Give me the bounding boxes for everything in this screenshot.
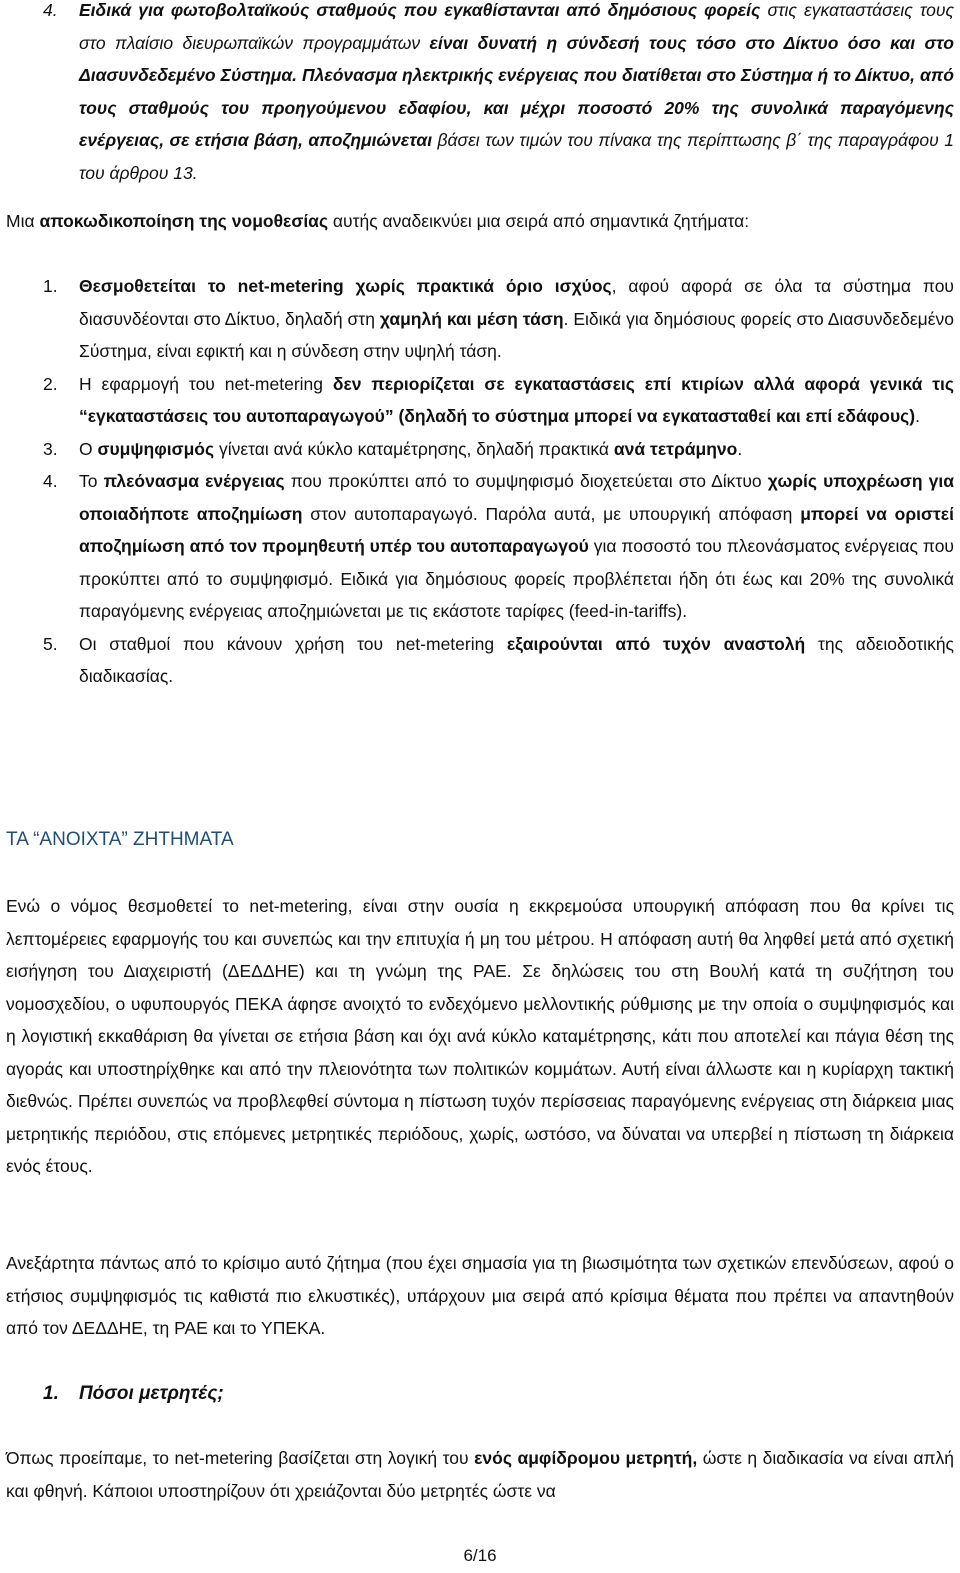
list-item-text	[79, 471, 954, 621]
text-run: Ο	[79, 438, 98, 459]
list-number: 3.	[43, 438, 58, 459]
bold-text-run: Θεσμοθετείται το net-metering χωρίς πρακτικά όριο ισχύος	[79, 276, 612, 296]
list-number: 1.	[43, 276, 58, 296]
text-run: που προκύπτει από το συμψηφισμό διοχετεύεται στο Δίκτυο	[284, 471, 768, 491]
bold-text-run: Ειδικά για φωτοβολταϊκούς σταθμούς που εγκαθίστανται από δημόσιους φορείς	[79, 0, 768, 20]
text-run: , αφού αφορά σε όλα τα σύστημα που διασυνδέονται στο Δίκτυο, δηλαδή στη	[79, 276, 955, 329]
list-item-text	[79, 634, 954, 687]
text-run: της αδειοδοτικής διαδικασίας.	[79, 633, 954, 686]
text-run: .	[737, 438, 743, 459]
text-run: Μια	[6, 211, 40, 231]
list-item	[6, 628, 954, 693]
list-item-text	[79, 276, 954, 361]
text-run: Οι σταθμοί που κάνουν χρήση του net-metering	[79, 633, 507, 654]
paragraph-meters	[6, 1442, 954, 1507]
text-run: βάσει των τιμών του πίνακα της περίπτωσης β΄ της παραγράφου 1 του άρθρου 13.	[79, 130, 954, 183]
section-heading: ΤΑ “ΑΝΟΙΧΤΑ” ΖΗΤΗΜΑΤΑ	[6, 829, 234, 850]
bold-text-run: εξαιρούνται από τυχόν αναστολή	[506, 633, 806, 654]
lead-paragraph	[6, 205, 954, 238]
bold-text-run: αποκωδικοποίηση της νομοθεσίας	[39, 211, 329, 231]
bold-text-run: ενός αμφίδρομου μετρητή,	[474, 1448, 698, 1468]
list-number: 4.	[43, 0, 58, 20]
list-item	[6, 270, 954, 368]
bold-text-run: ανά τετράμηνο	[613, 438, 738, 459]
bold-text-run: χαμηλή και μέση τάση	[379, 308, 564, 329]
bold-text-run: χωρίς υποχρέωση για οποιαδήποτε αποζημίωση	[79, 471, 954, 524]
text-run: .	[915, 406, 920, 426]
text-run: . Ειδικά για δημόσιους φορείς στο Διασυνδεδεμένο Σύστημα, είναι εφικτή και η σύνδεση στην υψηλή τάση.	[79, 308, 954, 361]
bold-text-run: πλεόνασμα ενέργειας	[103, 471, 285, 491]
list-number: 5.	[43, 633, 58, 654]
bold-text-run: δεν περιορίζεται σε εγκαταστάσεις επί κτιρίων αλλά αφορά γενικά τις “εγκαταστάσεις του αυτοπαραγωγού” (δηλαδή το σύστημα μπορεί να εγκατασταθεί και επί εδάφους)	[79, 373, 954, 426]
text-run: ώστε η διαδικασία να είναι απλή και φθηνή. Κάποιοι υποστηρίζουν ότι χρειάζονται δύο μετρητές ώστε να	[6, 1448, 955, 1501]
text-run: Όπως προείπαμε, το net-metering βασίζεται στη λογική του	[6, 1448, 475, 1468]
subheading-number: 1.	[43, 1383, 59, 1404]
bold-text-run: μπορεί να οριστεί αποζημίωση από τον προμηθευτή υπέρ του αυτοπαραγωγού	[79, 503, 954, 556]
text-run: Η εφαρμογή του net-metering	[79, 373, 333, 394]
list-item-text	[79, 439, 742, 459]
list-number: 4.	[43, 471, 58, 491]
list-item	[6, 368, 954, 433]
list-item-text	[79, 0, 954, 183]
intro-list-item	[6, 0, 954, 189]
text-run: στις εγκαταστάσεις τους στο πλαίσιο διευρωπαϊκών προγραμμάτων	[79, 0, 955, 53]
text-run: στον αυτοπαραγωγό. Παρόλα αυτά, με υπουργική απόφαση	[302, 503, 801, 524]
list-item	[6, 465, 954, 628]
text-run: γίνεται ανά κύκλο καταμέτρησης, δηλαδή πρακτικά	[214, 438, 614, 459]
paragraph-open-issues: Ενώ ο νόμος θεσμοθετεί το net-metering, είναι στην ουσία η εκκρεμούσα υπουργική απόφαση που θα κρίνει τις λεπτομέρειες εφαρμογής του και συνεπώς και την επιτυχία ή μη του μέτρου. Η απόφαση αυτή θα ληφθεί μετά από σχετική εισήγηση του Διαχειριστή (ΔΕΔΔΗΕ) και τη γνώμη της ΡΑΕ. Σε δηλώσεις του στη Βουλή κατά τη συζήτηση του νομοσχεδίου, ο υφυπουργός ΠΕΚΑ άφησε ανοιχτό το ενδεχόμενο μελλοντικής ρύθμισης με την οποία ο συμψηφισμός και η λογιστική εκκαθάριση θα γίνεται σε ετήσια βάση και όχι ανά κύκλο καταμέτρησης, κάτι που αποτελεί και πάγια θέση της αγοράς και υποστηρίχθηκε και από την πλειονότητα των πολιτικών κομμάτων. Αυτή είναι άλλωστε και η κυρίαρχη τακτική διεθνώς. Πρέπει συνεπώς να προβλεφθεί σύντομα η πίστωση τυχόν περίσσειας παραγόμενης ενέργειας στη διάρκεια μιας μετρητικής περιόδου, στις επόμενες μετρητικές περιόδους, χωρίς, ωστόσο, να δύναται να υπερβεί η πίστωση τη διάρκεια ενός έτους.	[6, 896, 954, 1176]
page-number: 6/16	[463, 1546, 497, 1565]
list-number: 2.	[43, 373, 58, 394]
issues-list	[6, 270, 954, 693]
subheading-text: Πόσοι μετρητές;	[79, 1383, 224, 1404]
text-run: Το	[79, 471, 104, 491]
text-run: για ποσοστό του πλεονάσματος ενέργειας που προκύπτει από το συμψηφισμό. Ειδικά για δημόσιους φορείς προβλέπεται ήδη ότι έως και 20% της συνολικά παραγόμενης ενέργειας αποζημιώνεται με τις εκάστοτε ταρίφες (feed-in-tariffs).	[79, 536, 954, 621]
list-item-text	[79, 374, 954, 427]
subheading	[6, 1378, 954, 1411]
paragraph-critical-topics: Ανεξάρτητα πάντως από το κρίσιμο αυτό ζήτημα (που έχει σημασία για τη βιωσιμότητα των σχετικών επενδύσεων, αφού ο ετήσιος συμψηφισμός τις καθιστά πιο ελκυστικές), υπάρχουν μια σειρά από κρίσιμα θέματα που πρέπει να απαντηθούν από τον ΔΕΔΔΗΕ, τη ΡΑΕ και το ΥΠΕΚΑ.	[6, 1253, 954, 1338]
bold-text-run: συμψηφισμός	[97, 438, 215, 459]
bold-text-run: είναι δυνατή η σύνδεσή τους τόσο στο Δίκτυο όσο και στο Διασυνδεδεμένο Σύστημα. Πλεόνασμα ηλεκτρικής ενέργειας που διατίθεται στο Σύστημα ή το Δίκτυο, από τους σταθμούς του προηγούμενου εδαφίου, και μέχρι ποσοστό 20% της συνολικά παραγόμενης ενέργειας, σε ετήσια βάση, αποζημιώνεται	[79, 32, 954, 150]
list-item	[6, 433, 954, 466]
text-run: αυτής αναδεικνύει μια σειρά από σημαντικά ζητήματα:	[328, 211, 750, 231]
